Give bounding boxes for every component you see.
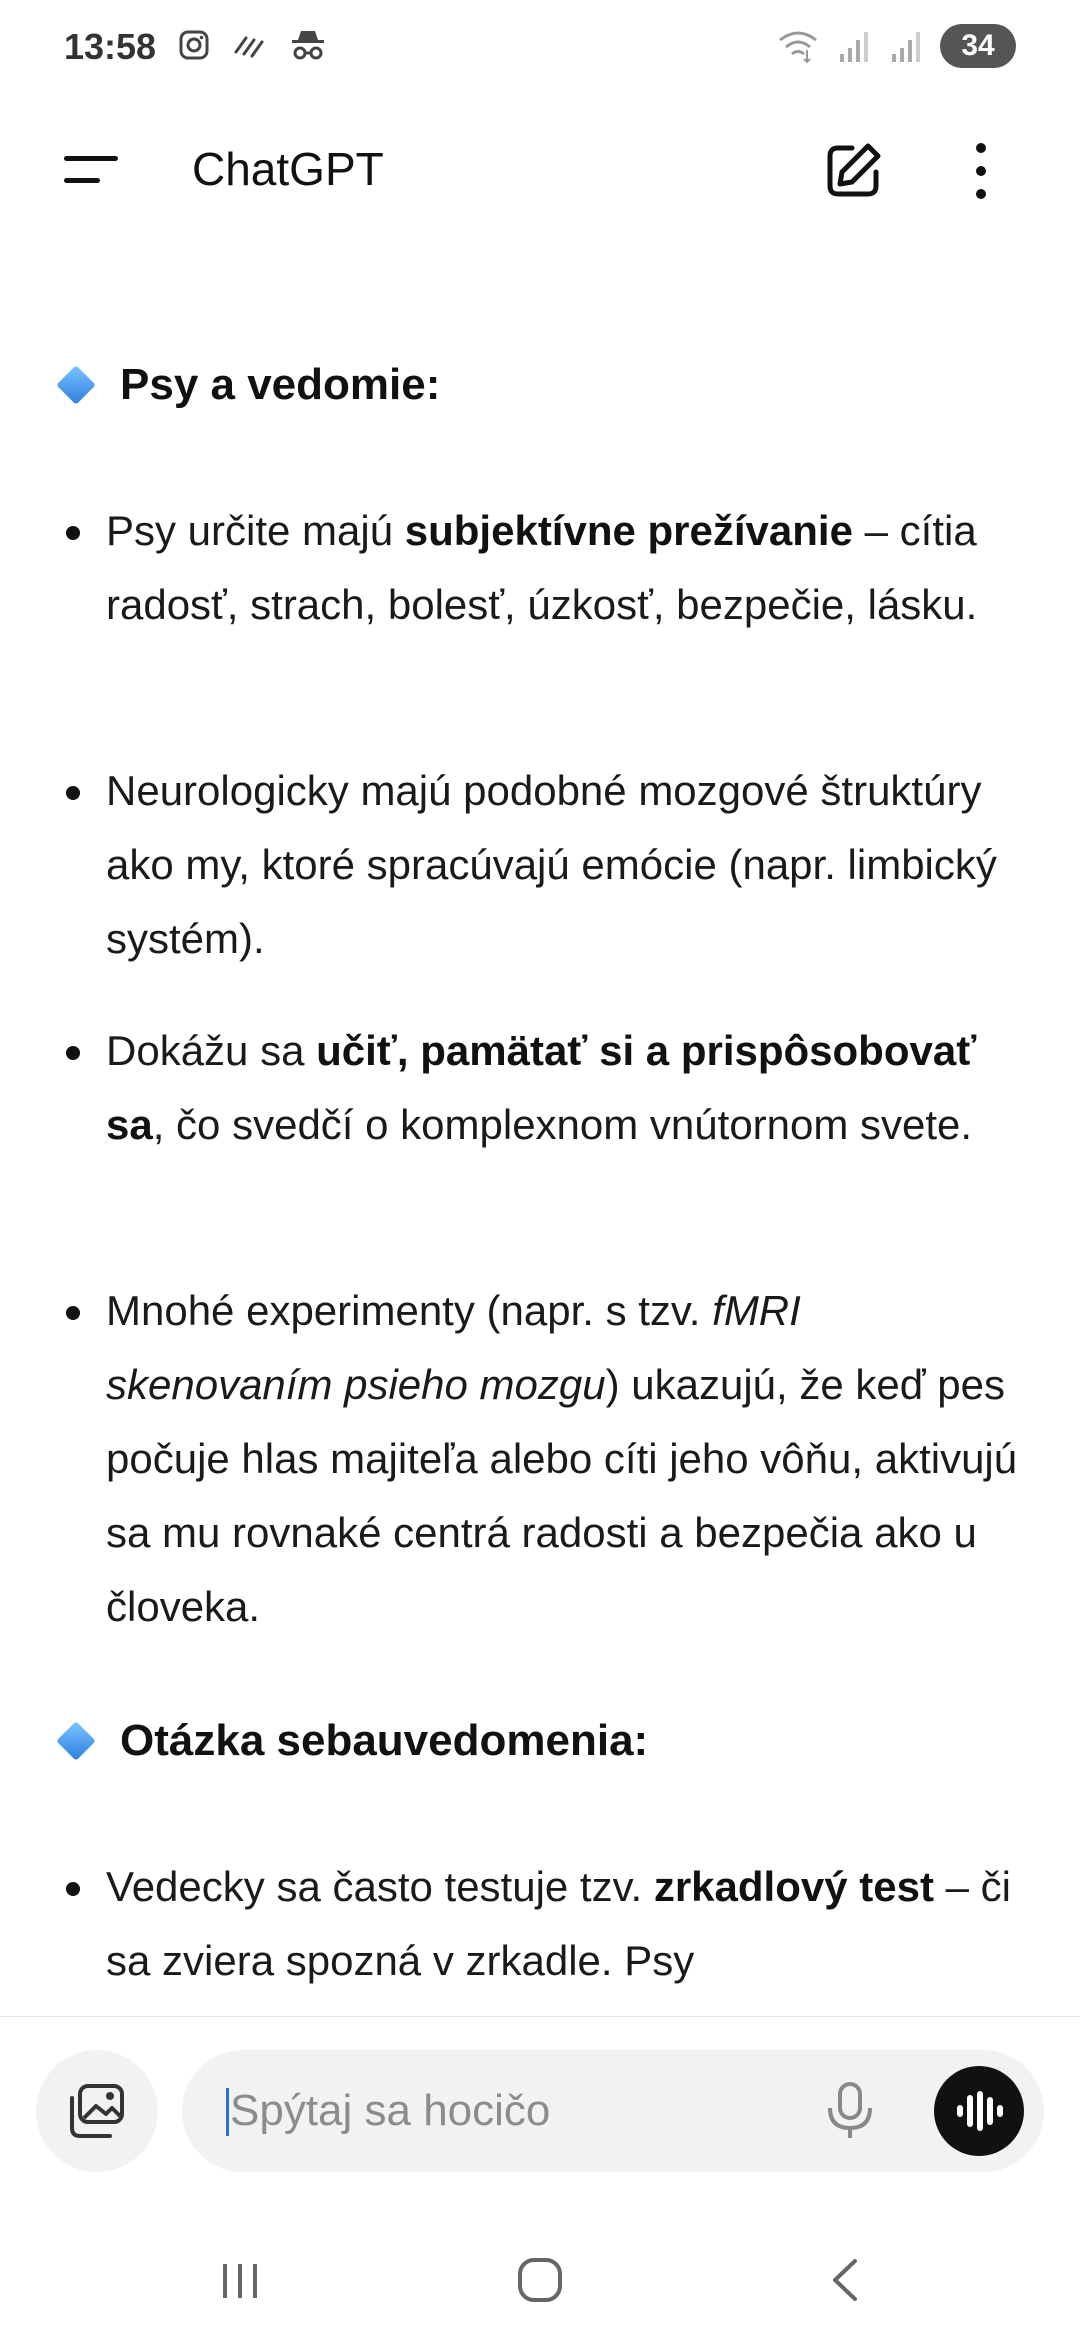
attach-media-button[interactable] — [36, 2050, 158, 2172]
new-chat-button[interactable] — [822, 140, 884, 202]
signal-icon — [836, 28, 872, 64]
battery-indicator: 34 — [940, 24, 1016, 68]
text-caret — [226, 2088, 229, 2136]
status-icons-left — [178, 28, 326, 62]
bullet-dot — [66, 1046, 80, 1060]
new-chat-icon — [822, 140, 884, 202]
blue-diamond-icon — [56, 1721, 96, 1761]
list-item-text: Vedecky sa často testuje tzv. zrkadlový test – či sa zviera spozná v zrkadle. Psy — [106, 1863, 1011, 1984]
list-item-text: Dokážu sa učiť, pamätať si a prispôsobovať sa, čo svedčí o komplexnom vnútornom svete. — [106, 1027, 977, 1148]
menu-button[interactable] — [60, 144, 126, 196]
section-heading-text: Otázka sebauvedomenia: — [120, 1716, 649, 1765]
message-input[interactable] — [182, 2050, 1044, 2172]
section-heading — [52, 360, 440, 410]
bullet-dot — [66, 1882, 80, 1896]
back-button[interactable] — [810, 2250, 880, 2310]
list-item — [66, 1014, 1026, 1162]
instagram-icon — [178, 29, 210, 61]
microphone-icon — [820, 2080, 880, 2142]
list-item — [66, 1274, 1026, 1644]
list-item — [66, 754, 1026, 976]
bullet-dot — [66, 1306, 80, 1320]
list-item-text: Mnohé experimenty (napr. s tzv. fMRI skenovaním psieho mozgu) ukazujú, že keď pes počuje hlas majiteľa alebo cíti jeho vôňu, aktivujú sa mu rovnaké centrá radosti a bezpečia ako u človeka. — [106, 1287, 1018, 1630]
app-title[interactable]: ChatGPT — [192, 143, 384, 195]
message-input-placeholder: Spýtaj sa hocičo — [230, 2086, 551, 2135]
section-heading-text: Psy a vedomie: — [120, 360, 441, 409]
section-heading — [52, 1716, 648, 1766]
data-saver-icon — [232, 30, 268, 60]
dictate-button[interactable] — [820, 2080, 880, 2142]
home-button[interactable] — [505, 2250, 575, 2310]
home-icon — [515, 2255, 565, 2305]
system-nav-bar — [0, 2220, 1080, 2340]
bullet-dot — [66, 786, 80, 800]
list-item-text: Neurologicky majú podobné mozgové štruktúry ako my, ktoré spracúvajú emócie (napr. limbický systém). — [106, 767, 997, 962]
recents-icon — [215, 2258, 265, 2302]
incognito-icon — [290, 28, 326, 62]
blue-diamond-icon — [56, 365, 96, 405]
chat-message — [0, 246, 1080, 2016]
status-icons-right — [776, 24, 1016, 68]
voice-mode-icon — [953, 2089, 1005, 2133]
list-item — [66, 1850, 1026, 1998]
more-vertical-icon — [966, 140, 996, 202]
bullet-dot — [66, 526, 80, 540]
app-bar — [0, 96, 1080, 246]
back-icon — [825, 2255, 865, 2305]
recents-button[interactable] — [205, 2250, 275, 2310]
menu-icon — [60, 144, 126, 196]
list-item-text: Psy určite majú subjektívne prežívanie – cítia radosť, strach, bolesť, úzkosť, bezpečie, lásku. — [106, 507, 978, 628]
status-time: 13:58 — [64, 26, 157, 67]
list-item — [66, 494, 1026, 642]
voice-mode-button[interactable] — [934, 2066, 1024, 2156]
gallery-icon — [66, 2082, 128, 2140]
signal-icon — [888, 28, 924, 64]
more-options-button[interactable] — [966, 140, 996, 202]
status-bar — [0, 0, 1080, 96]
wifi-icon — [776, 28, 820, 64]
